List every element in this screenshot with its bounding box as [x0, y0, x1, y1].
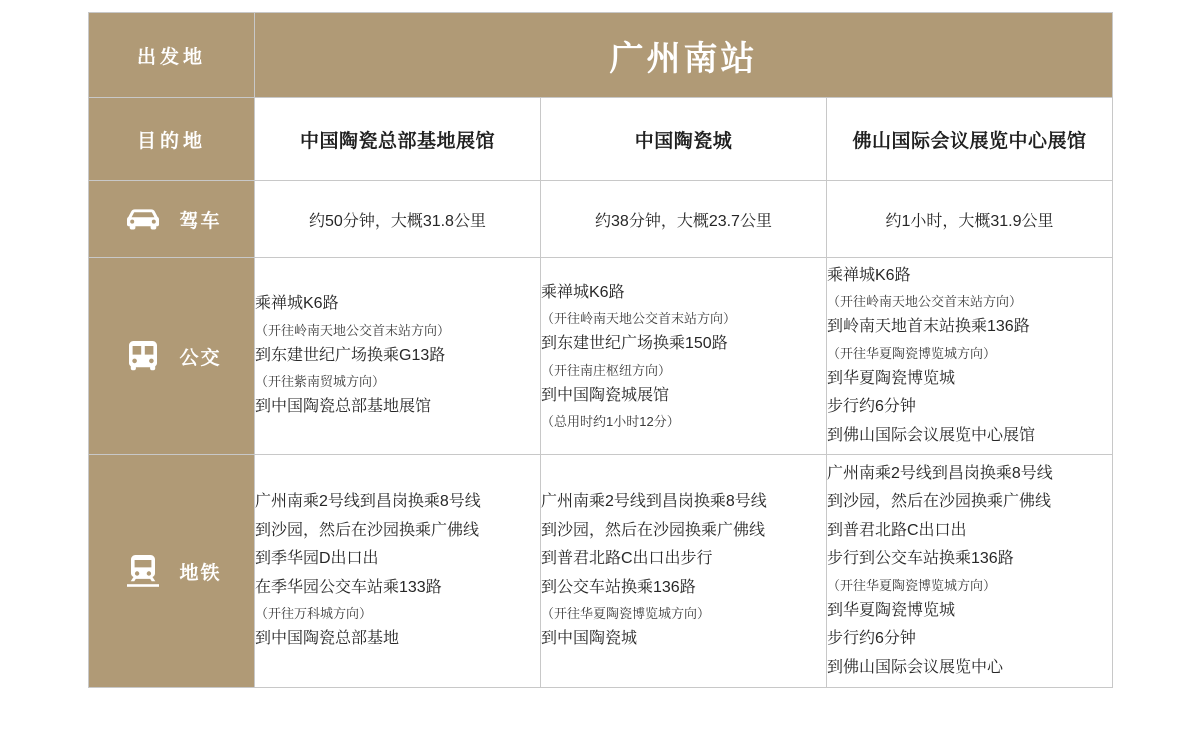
route-step: 到中国陶瓷城展馆 [541, 386, 670, 404]
route-step: 在季华园公交车站乘133路 [255, 578, 442, 596]
route-step: 乘禅城K6路 [255, 295, 339, 313]
metro-detail-3 [827, 455, 1113, 688]
bus-detail-3 [827, 258, 1113, 455]
drive-label: 驾车 [179, 210, 222, 232]
route-step: 到普君北路C出口出步行 [541, 550, 713, 568]
destination-name-2: 中国陶瓷城 [634, 130, 733, 152]
origin-label: 出发地 [136, 46, 206, 68]
route-step: 步行到公交车站换乘136路 [827, 550, 1014, 568]
route-note: （开往华夏陶瓷博览城方向） [827, 577, 997, 593]
destination-label: 目的地 [136, 130, 206, 152]
route-note: （开往华夏陶瓷博览城方向） [541, 606, 711, 622]
table-row-drive [89, 181, 1113, 258]
route-step: 到中国陶瓷总部基地 [255, 630, 400, 648]
bus-label: 公交 [179, 347, 222, 369]
bus-detail-2 [541, 258, 827, 455]
route-step: 到佛山国际会议展览中心 [827, 658, 1004, 676]
route-step: 到华夏陶瓷博览城 [827, 369, 956, 387]
car-icon [121, 199, 165, 239]
destination-name-1: 中国陶瓷总部基地展馆 [299, 130, 495, 152]
route-note: （开往岭南天地公交首末站方向） [827, 294, 1023, 310]
route-step: 到华夏陶瓷博览城 [827, 601, 956, 619]
route-note: （开往华夏陶瓷博览城方向） [827, 345, 997, 361]
bus-lines-3 [827, 262, 1112, 451]
route-note: （开往岭南天地公交首末站方向） [255, 322, 451, 338]
route-step: 到季华园D出口出 [255, 550, 379, 568]
route-step: 到岭南天地首末站换乘136路 [827, 318, 1030, 336]
route-step: 乘禅城K6路 [541, 283, 625, 301]
route-note: （总用时约1小时12分） [541, 414, 680, 430]
route-note: （开往紫南贸城方向） [255, 374, 386, 390]
table-row-origin [89, 13, 1113, 98]
origin-banner-cell [255, 13, 1113, 98]
bus-lines-1 [255, 290, 540, 422]
destination-header-2 [541, 98, 827, 181]
table-row-metro [89, 455, 1113, 688]
route-step: 到中国陶瓷城 [541, 630, 638, 648]
route-step: 步行约6分钟 [827, 630, 916, 648]
route-note: （开往岭南天地公交首末站方向） [541, 311, 737, 327]
route-step: 到公交车站换乘136路 [541, 578, 696, 596]
route-step: 到沙园，然后在沙园换乘广佛线 [541, 521, 766, 539]
train-icon [121, 551, 165, 591]
drive-value-2: 约38分钟，大概23.7公里 [541, 181, 827, 258]
bus-icon [121, 336, 165, 376]
metro-label-cell [89, 455, 255, 688]
route-table [88, 12, 1113, 688]
route-step: 广州南乘2号线到昌岗换乘8号线 [255, 493, 481, 511]
bus-detail-1 [255, 258, 541, 455]
bus-label-cell [89, 258, 255, 455]
metro-lines-1 [255, 488, 540, 653]
drive-value-3: 约1小时，大概31.9公里 [827, 181, 1113, 258]
route-step: 广州南乘2号线到昌岗换乘8号线 [541, 493, 767, 511]
bus-lines-2 [541, 279, 826, 434]
origin-label-cell [89, 13, 255, 98]
route-step: 到普君北路C出口出 [827, 521, 967, 539]
origin-station-name: 广州南站 [609, 39, 758, 78]
drive-label-cell [89, 181, 255, 258]
table-row-destinations [89, 98, 1113, 181]
route-note: （开往万科城方向） [255, 606, 373, 622]
destination-label-cell [89, 98, 255, 181]
route-step: 到中国陶瓷总部基地展馆 [255, 398, 432, 416]
metro-lines-2 [541, 488, 826, 653]
destination-name-3: 佛山国际会议展览中心展馆 [852, 130, 1087, 152]
metro-detail-2 [541, 455, 827, 688]
metro-lines-3 [827, 460, 1112, 682]
metro-detail-1 [255, 455, 541, 688]
route-step: 乘禅城K6路 [827, 266, 911, 284]
route-step: 广州南乘2号线到昌岗换乘8号线 [827, 464, 1053, 482]
table-row-bus [89, 258, 1113, 455]
route-step: 到东建世纪广场换乘G13路 [255, 346, 446, 364]
route-step: 到东建世纪广场换乘150路 [541, 335, 728, 353]
metro-label: 地铁 [179, 562, 222, 584]
route-step: 步行约6分钟 [827, 398, 916, 416]
destination-header-3 [827, 98, 1113, 181]
destination-header-1 [255, 98, 541, 181]
route-step: 到沙园，然后在沙园换乘广佛线 [827, 493, 1052, 511]
route-step: 到沙园，然后在沙园换乘广佛线 [255, 521, 480, 539]
route-note: （开往南庄枢纽方向） [541, 362, 672, 378]
drive-value-1: 约50分钟，大概31.8公里 [255, 181, 541, 258]
route-step: 到佛山国际会议展览中心展馆 [827, 426, 1036, 444]
